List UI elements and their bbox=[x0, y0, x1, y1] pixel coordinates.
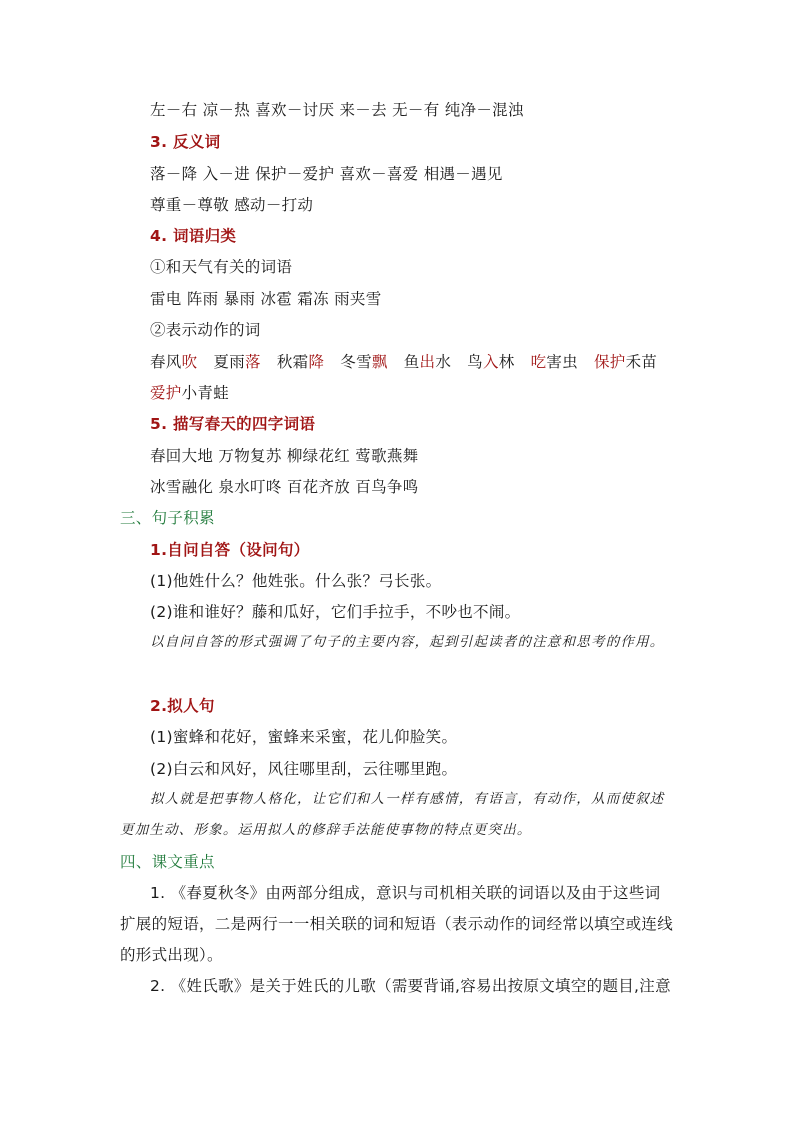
section-3-line-2: 尊重－尊敬 感动－打动 bbox=[150, 196, 314, 214]
action-phrase: 春风吹 bbox=[150, 353, 198, 371]
action-phrase: 吃害虫 bbox=[530, 353, 578, 371]
action-phrase: 秋霜降 bbox=[276, 353, 325, 371]
spring-idioms-line-1: 春回大地 万物复苏 柳绿花红 莺歌燕舞 bbox=[150, 447, 419, 465]
section-4-subheading-weather: ①和天气有关的词语 bbox=[150, 258, 293, 276]
section-3-line-1: 落－降 入－进 保护－爱护 喜欢－喜爱 相遇－遇见 bbox=[150, 165, 503, 183]
sentence-2-heading: 2.拟人句 bbox=[150, 697, 215, 715]
key-point-1: 1. 《春夏秋冬》由两部分组成，意识与司机相关联的词语以及由于这些词扩展的短语，二是两行一一相关联的词和短语（表示动作的词经常以填空或连线的形式出现）。 bbox=[120, 884, 674, 964]
antonym-pairs-line: 左－右 凉－热 喜欢－讨厌 来－去 无－有 纯净－混浊 bbox=[150, 101, 524, 119]
action-phrase: 鱼出水 bbox=[403, 353, 452, 371]
part-4-heading: 四、课文重点 bbox=[120, 853, 215, 871]
key-point-2: 2. 《姓氏歌》是关于姓氏的儿歌（需要背诵,容易出按原文填空的题目,注意 bbox=[150, 977, 671, 995]
spring-idioms-line-2: 冰雪融化 泉水叮咚 百花齐放 百鸟争鸣 bbox=[150, 478, 419, 496]
sentence-1-heading: 1.自问自答（设问句） bbox=[150, 541, 310, 559]
action-phrase: 夏雨落 bbox=[213, 353, 261, 371]
sentence-2-example-2: (2)白云和风好，风往哪里刮，云往哪里跑。 bbox=[150, 760, 458, 778]
action-words-line bbox=[150, 352, 657, 372]
sentence-2-note: 拟人就是把事物人格化，让它们和人一样有感情，有语言，有动作，从而使叙述更加生动、形象。运用拟人的修辞手法能使事物的特点更突出。 bbox=[120, 791, 665, 838]
action-phrase: 鸟入林 bbox=[467, 353, 515, 371]
action-phrase: 冬雪飘 bbox=[340, 353, 388, 371]
section-4-subheading-actions: ②表示动作的词 bbox=[150, 321, 261, 339]
weather-words-line: 雷电 阵雨 暴雨 冰雹 霜冻 雨夹雪 bbox=[150, 290, 382, 308]
section-4-heading: 4. 词语归类 bbox=[150, 227, 237, 245]
sentence-1-example-1: (1)他姓什么？他姓张。什么张？弓长张。 bbox=[150, 572, 442, 590]
sentence-2-example-1: (1)蜜蜂和花好，蜜蜂来采蜜，花儿仰脸笑。 bbox=[150, 728, 458, 746]
section-5-heading: 5. 描写春天的四字词语 bbox=[150, 415, 316, 433]
sentence-1-example-2: (2)谁和谁好？藤和瓜好，它们手拉手，不吵也不闹。 bbox=[150, 603, 521, 621]
action-words-line-2: 爱护小青蛙 bbox=[150, 384, 230, 402]
sentence-1-note: 以自问自答的形式强调了句子的主要内容，起到引起读者的注意和思考的作用。 bbox=[150, 634, 665, 650]
part-3-heading: 三、句子积累 bbox=[120, 509, 215, 527]
section-3-heading: 3. 反义词 bbox=[150, 133, 221, 151]
action-phrase: 保护禾苗 bbox=[593, 353, 658, 371]
